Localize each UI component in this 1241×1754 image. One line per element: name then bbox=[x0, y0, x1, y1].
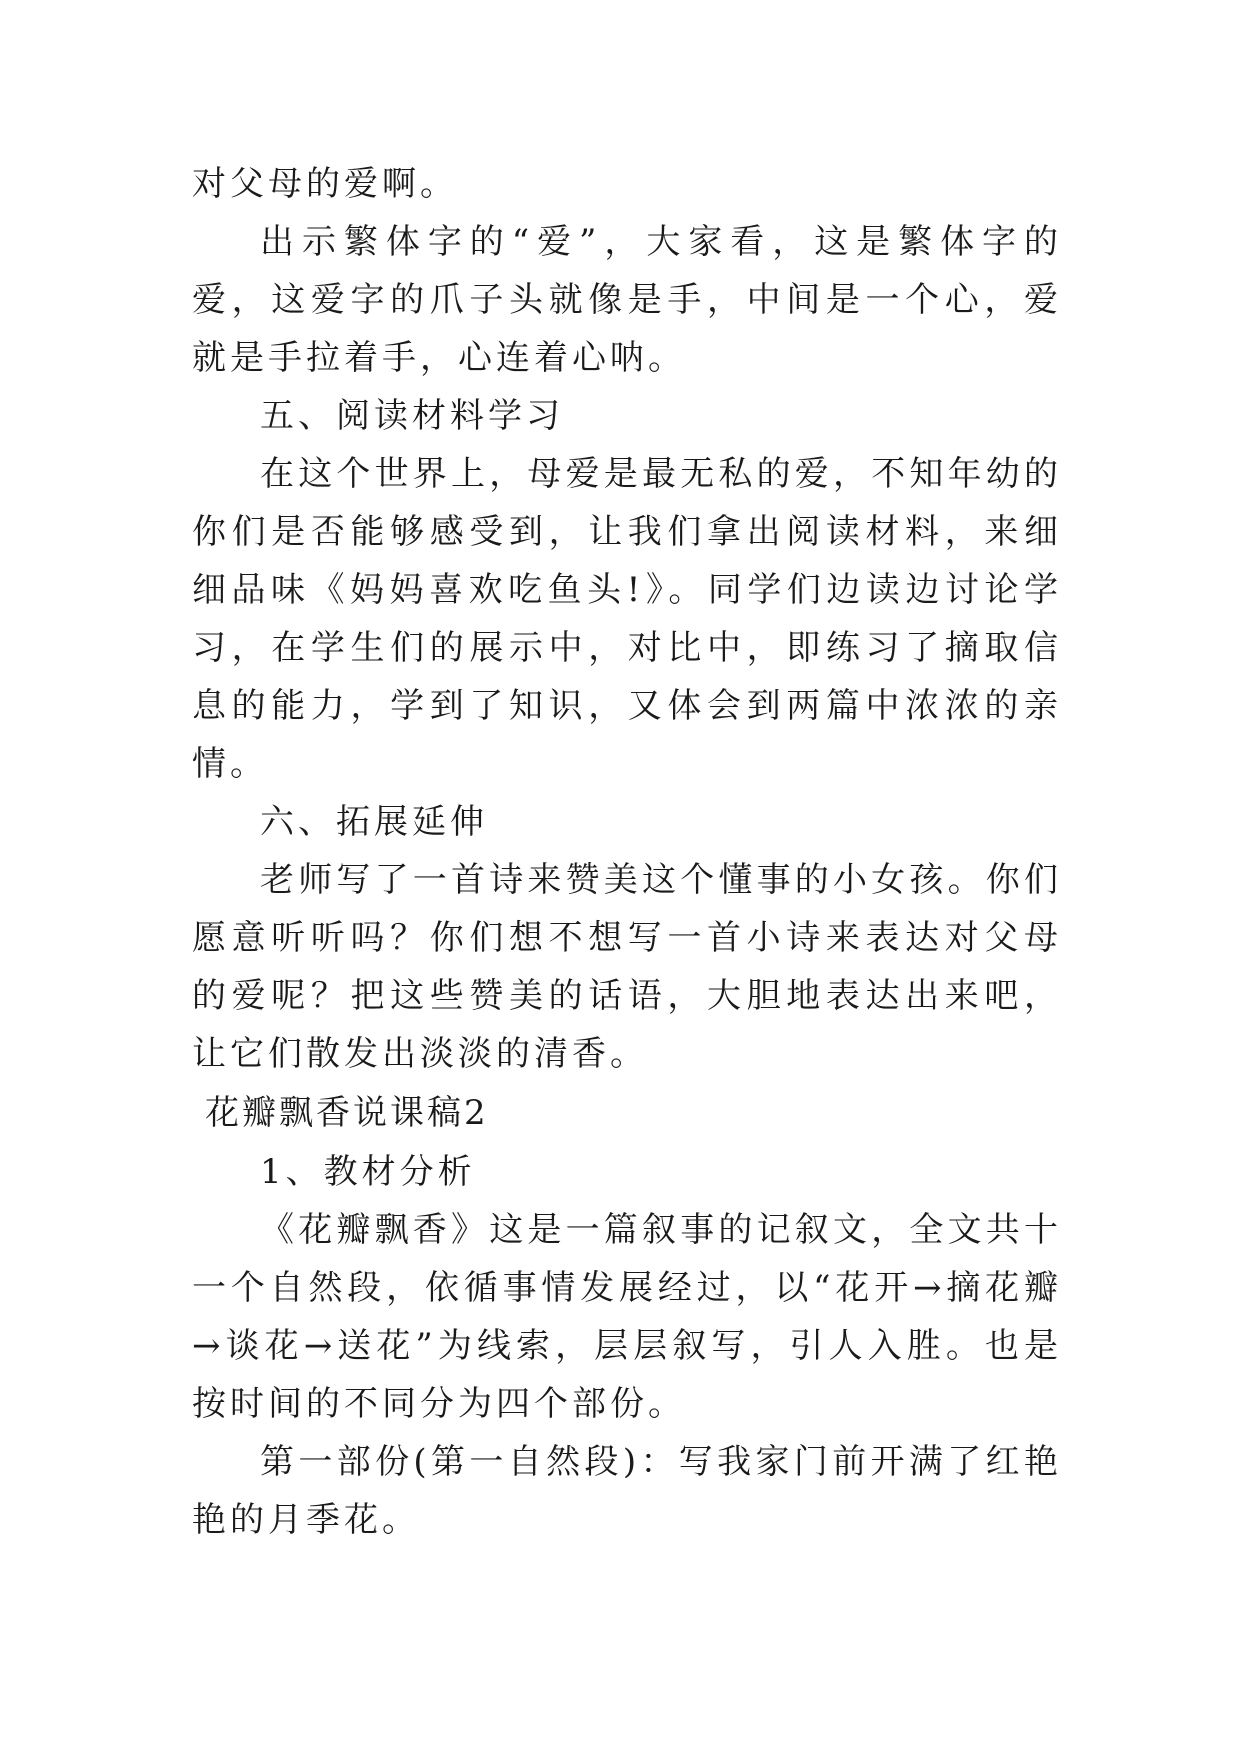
paragraph-first-part: 第一部份(第一自然段)：写我家门前开满了红艳艳的月季花。 bbox=[192, 1442, 1062, 1540]
section-title: 花瓣飘香说课稿2 bbox=[205, 1093, 489, 1133]
paragraph-continuation: 对父母的爱啊。 bbox=[192, 164, 458, 204]
paragraph-material-analysis: 《花瓣飘香》这是一篇叙事的记叙文，全文共十一个自然段，依循事情发展经过，以“花开→摘花瓣→谈花→送花”为线索，层层叙写，引人入胜。也是按时间的不同分为四个部份。 bbox=[192, 1210, 1062, 1424]
paragraph-traditional-character: 出示繁体字的“爱”，大家看，这是繁体字的爱，这爱字的爪子头就像是手，中间是一个心，爱就是手拉着手，心连着心呐。 bbox=[192, 222, 1062, 378]
paragraph-reading-material: 在这个世界上，母爱是最无私的爱，不知年幼的你们是否能够感受到，让我们拿出阅读材料，来细细品味《妈妈喜欢吃鱼头!》。同学们边读边讨论学习，在学生们的展示中，对比中，即练习了摘取信息的能力，学到了知识，又体会到两篇中浓浓的亲情。 bbox=[192, 454, 1062, 784]
paragraph-extension: 老师写了一首诗来赞美这个懂事的小女孩。你们愿意听听吗？你们想不想写一首小诗来表达对父母的爱呢？把这些赞美的话语，大胆地表达出来吧，让它们散发出淡淡的清香。 bbox=[192, 860, 1062, 1074]
heading-reading-material: 五、阅读材料学习 bbox=[260, 396, 564, 436]
lesson-text-part-2 bbox=[192, 1143, 1062, 1549]
heading-extension: 六、拓展延伸 bbox=[260, 802, 488, 842]
lesson-text-part-1 bbox=[192, 155, 1062, 1083]
heading-material-analysis: 1、教材分析 bbox=[260, 1152, 476, 1192]
